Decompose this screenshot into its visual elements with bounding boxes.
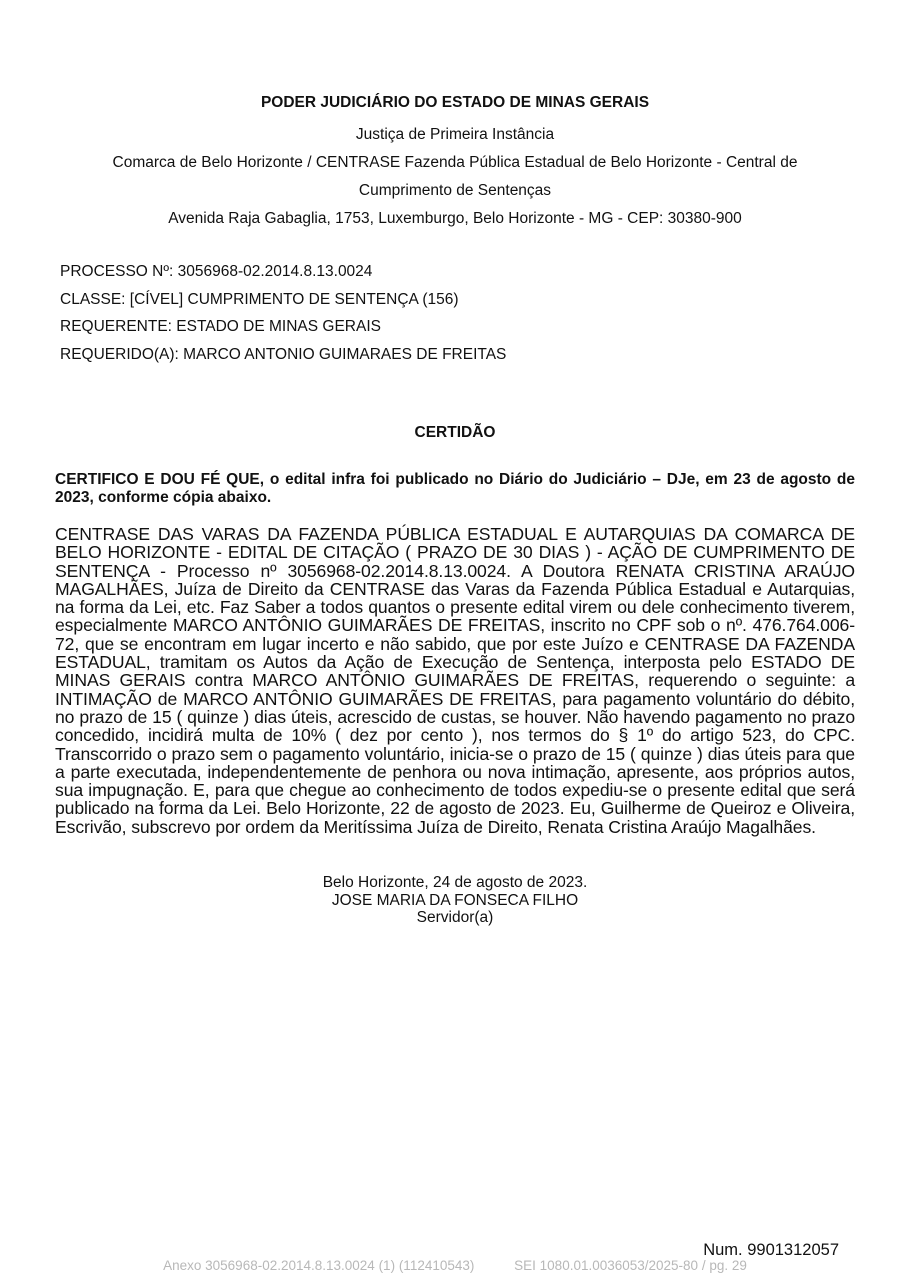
signature-role: Servidor(a): [416, 909, 494, 926]
signature-name: JOSE MARIA DA FONSECA FILHO: [331, 891, 579, 909]
court-name: PODER JUDICIÁRIO DO ESTADO DE MINAS GERAIS: [260, 94, 650, 111]
court-comarca-line2: Cumprimento de Sentenças: [358, 182, 552, 199]
case-class: CLASSE: [CÍVEL] CUMPRIMENTO DE SENTENÇA (156): [60, 290, 459, 308]
document-header: [60, 94, 850, 233]
case-defendant: REQUERIDO(A): MARCO ANTONIO GUIMARAES DE FREITAS: [60, 345, 507, 363]
case-number: PROCESSO Nº: 3056968-02.2014.8.13.0024: [60, 263, 373, 280]
page-footer: [0, 1258, 910, 1273]
signature-block: [0, 874, 910, 927]
footer-sei: SEI 1080.01.0036053/2025-80 / pg. 29: [514, 1258, 747, 1273]
footer-annex: Anexo 3056968-02.2014.8.13.0024 (1) (112410543): [163, 1258, 475, 1273]
court-comarca-line1: Comarca de Belo Horizonte / CENTRASE Fazenda Pública Estadual de Belo Horizonte - Central de: [112, 154, 798, 171]
signature-place-date: Belo Horizonte, 24 de agosto de 2023.: [322, 874, 588, 891]
case-info: [60, 258, 506, 368]
case-plaintiff: REQUERENTE: ESTADO DE MINAS GERAIS: [60, 318, 381, 335]
edital-text: CENTRASE DAS VARAS DA FAZENDA PÚBLICA ESTADUAL E AUTARQUIAS DA COMARCA DE BELO HORIZONTE - EDITAL DE CITAÇÃO ( PRAZO DE 30 DIAS ) - AÇÃO DE CUMPRIMENTO DE SENTENÇA - Processo nº 3056968-02.2014.8.13.0024. A Doutora RENATA CRISTINA ARAÚJO MAGALHÃES, Juíza de Direito da CENTRASE das Varas da Fazenda Pública Estadual e Autarquias, na forma da Lei, etc. Faz Saber a todos quantos o presente edital virem ou dele conhecimento tiverem, especialmente MARCO ANTÔNIO GUIMARÃES DE FREITAS, inscrito no CPF sob o nº. 476.764.006-72, que se encontram em lugar incerto e não sabido, que por este Juízo e CENTRASE DA FAZENDA ESTADUAL, tramitam os Autos da Ação de Execução de Sentença, interposta pelo ESTADO DE MINAS GERAIS contra MARCO ANTÔNIO GUIMARÃES DE FREITAS, requerendo o seguinte: a INTIMAÇÃO de MARCO ANTÔNIO GUIMARÃES DE FREITAS, para pagamento voluntário do débito, no prazo de 15 ( quinze ) dias úteis, acrescido de custas, se houver. Não havendo pagamento no prazo concedido, incidirá multa de 10% ( dez por cento ), nos termos do § 1º do artigo 523, do CPC. Transcorrido o prazo sem o pagamento voluntário, inicia-se o prazo de 15 ( quinze ) dias úteis para que a parte executada, independentemente de penhora ou nova intimação, apresente, aos próprios autos, sua impugnação. E, para que chegue ao conhecimento de todos expediu-se o presente edital que será publicado na forma da Lei. Belo Horizonte, 22 de agosto de 2023. Eu, Guilherme de Queiroz e Oliveira, Escrivão, subscrevo por ordem da Meritíssima Juíza de Direito, Renata Cristina Araújo Magalhães.: [55, 524, 855, 837]
document-number: Num. 9901312057: [703, 1241, 839, 1259]
court-address: Avenida Raja Gabaglia, 1753, Luxemburgo, Belo Horizonte - MG - CEP: 30380-900: [168, 210, 742, 227]
certification-statement: CERTIFICO E DOU FÉ QUE, o edital infra foi publicado no Diário do Judiciário – DJe, em 23 de agosto de 2023, conforme cópia abaixo.: [55, 471, 855, 506]
court-instance: Justiça de Primeira Instância: [355, 126, 555, 143]
document-title: CERTIDÃO: [414, 424, 496, 441]
